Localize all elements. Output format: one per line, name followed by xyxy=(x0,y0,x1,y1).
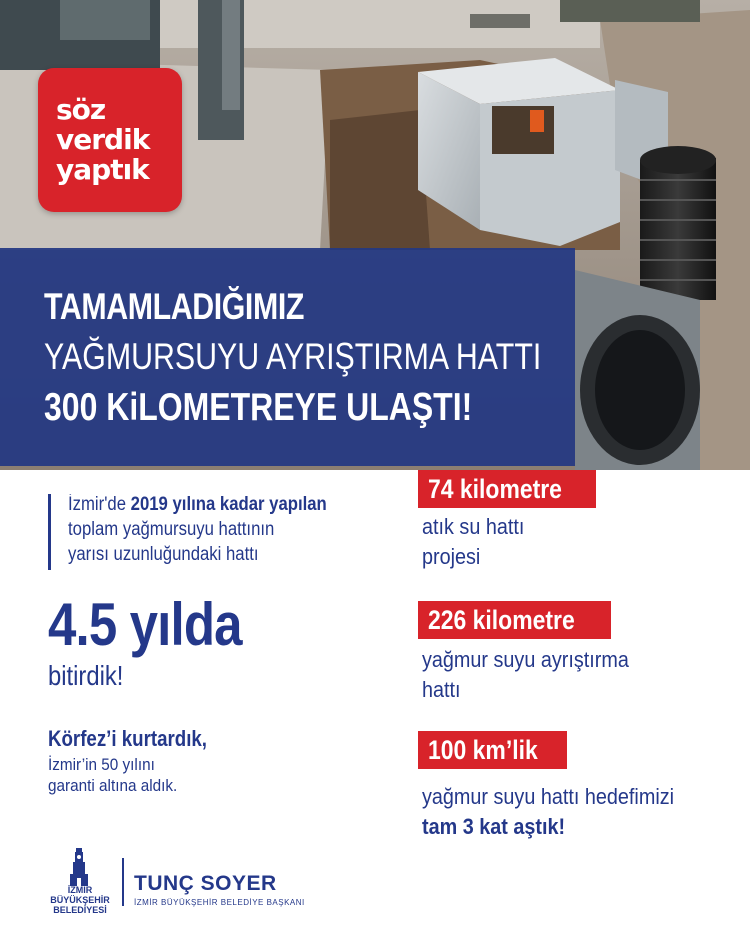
izmir-municipality-logo xyxy=(50,848,108,918)
intro-line-2: toplam yağmursuyu hattının xyxy=(68,519,275,540)
stat-desc-226km-line-1: yağmur suyu ayrıştırma xyxy=(422,647,629,672)
footer-divider xyxy=(122,858,124,906)
stat-desc-226km-line-2: hattı xyxy=(422,677,461,702)
headline-line-2: YAĞMURSUYU AYRIŞTIRMA HATTI xyxy=(44,336,542,377)
stat-tag-74km-label: 74 kilometre xyxy=(428,474,562,504)
stat-desc-100km xyxy=(422,782,674,842)
mayor-title: İZMİR BÜYÜKŞEHİR BELEDİYE BAŞKANI xyxy=(134,898,305,907)
soz-verdik-yaptik-badge xyxy=(38,68,182,212)
stat-desc-226km xyxy=(422,645,629,705)
stat-desc-74km-line-2: projesi xyxy=(422,544,481,569)
stat-desc-74km xyxy=(422,512,524,572)
quote-bar xyxy=(48,494,51,570)
badge-line-3: yaptık xyxy=(56,153,149,186)
bay-title: Körfez’i kurtardık, xyxy=(48,726,207,751)
headline-band xyxy=(0,248,575,466)
intro-text xyxy=(68,492,350,567)
stat-desc-100km-line-1: yağmur suyu hattı hedefimizi xyxy=(422,784,675,809)
stat-tag-74km xyxy=(418,470,596,508)
logo-line-2: BÜYÜKŞEHİR xyxy=(50,895,110,905)
stat-tag-226km-label: 226 kilometre xyxy=(428,605,575,635)
bay-text xyxy=(48,754,177,796)
intro-part-1: İzmir'de xyxy=(68,494,131,515)
stat-tag-100km-label: 100 km’lik xyxy=(428,735,538,765)
logo-line-1: İZMİR xyxy=(67,885,93,895)
stat-desc-74km-line-1: atık su hattı xyxy=(422,514,525,539)
headline-line-3: 300 KiLOMETREYE ULAŞTI! xyxy=(44,386,473,429)
stat-desc-100km-line-2: tam 3 kat aştık! xyxy=(422,814,566,839)
intro-line-3: yarısı uzunluğundaki hattı xyxy=(68,544,259,565)
stat-tag-100km xyxy=(418,731,567,769)
highlight-number: 4.5 yılda xyxy=(48,591,242,658)
logo-line-3: BELEDİYESİ xyxy=(53,905,107,915)
mayor-name: TUNÇ SOYER xyxy=(134,872,277,895)
headline-line-1: TAMAMLADIĞIMIZ xyxy=(44,286,304,327)
badge-line-1: söz xyxy=(56,93,106,126)
stat-tag-226km xyxy=(418,601,611,639)
izmir-clock-tower-icon xyxy=(67,848,91,888)
bay-line-1: İzmir’in 50 yılını xyxy=(48,755,155,774)
bay-line-2: garanti altına aldık. xyxy=(48,776,178,795)
badge-line-2: verdik xyxy=(56,123,150,156)
highlight-text: bitirdik! xyxy=(48,660,124,691)
intro-bold: 2019 yılına kadar yapılan xyxy=(130,494,327,515)
logo-text xyxy=(46,885,114,915)
